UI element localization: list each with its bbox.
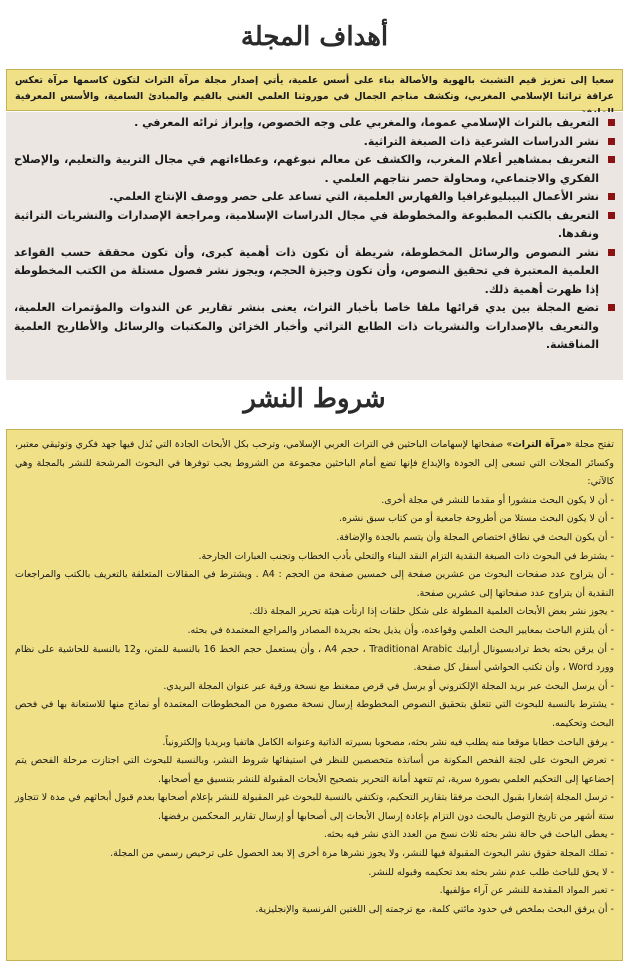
goal-item: تضع المجلة بين يدي قرائها ملفا خاصا بأخبار التراث، يعنى بنشر تقارير عن الندوات والمؤتمرات العلمية، والتعريف بالإصدارات والنشريات ذات الطابع التراثي وأخبار الخزائن والمكتبات والرسائل والأطاريح العلمية المناقشة.: [14, 299, 615, 355]
intro-box: [6, 69, 623, 111]
term-item: - أن لا يكون البحث منشورا أو مقدما للنشر في مجلة أخرى.: [381, 494, 614, 506]
term-item: - يعطى الباحث في حالة نشر بحثه ثلاث نسخ من العدد الذي نشر فيه بحثه.: [323, 829, 614, 841]
terms-box: [6, 429, 623, 961]
term-item: - أن يكون البحث في نطاق اختصاص المجلة وأن يتسم بالجدة والإضافة.: [336, 531, 614, 543]
square-bullet-icon: [608, 193, 615, 200]
square-bullet-icon: [608, 304, 615, 311]
term-item: - أن يلتزم الباحث بمعايير البحث العلمي وقواعده، وأن يذيل بحثه بجريدة المصادر والمراجع المعتمدة في بحثه.: [187, 624, 614, 636]
terms-intro: تفتح مجلة «مرآة التراث» صفحاتها لإسهامات الباحثين في التراث العربي الإسلامي، وترحب بكل الأبحاث الجادة التي بُذل فيها جهد فكري وتوثيقي معتبر، وكسائر المجلات التي تسعى إلى الجودة والإبداع فإنها تضع أمام الباحثين مجموعة من الشروط يجب توفرها في البحوث المرشحة للنشر بالمجلة وهي كالآتي:: [15, 439, 614, 488]
goal-item: التعريف بالكتب المطبوعة والمخطوطة في مجال الدراسات الإسلامية، ومراجعة الإصدارات والنشريات التراثية ونقدها.: [14, 207, 615, 244]
intro-text: سعيا إلى تعزيز قيم التشبث بالهوية والأصالة بناء على أسس علمية، يأتي إصدار مجلة مرآة التراث لتكون كاسمها مرآة تعكس عراقة تراثنا الإسلامي المغربي، وتكشف مناجم الجمال في موروثنا العلمي الغني بالقيم والمبادئ السامية، والأسس المعرفية: [15, 75, 614, 102]
goal-item: نشر الدراسات الشرعية ذات الصبغة التراثية.: [14, 133, 615, 152]
term-item: - ترسل المجلة إشعارا بقبول البحث مرفقا بتقارير التحكيم، وتكتفي بالنسبة للبحوث غير المقبولة للنشر بإعلام أصحابها بعدم قبول أبحاثهم في مدة لا تتجاوز ستة أشهر من تاريخ التوصل بالبحث دون التزام بإعادة إرسال الأبحاث إلى أصحابها أو إرسال تقارير المحكمين برفضها.: [15, 792, 614, 822]
goals-list: [14, 114, 615, 355]
goals-box: [6, 112, 623, 380]
term-item: - يرفق الباحث خطابا موقعا منه يطلب فيه نشر بحثه، مصحوبا بسيرته الذاتية وعنوانه الكامل هاتفيا وبريديا وإلكترونياً.: [162, 736, 614, 748]
square-bullet-icon: [608, 156, 615, 163]
goal-item: نشر النصوص والرسائل المخطوطة، شريطة أن تكون ذات أهمية كبرى، وأن تكون محققة حسب القواعد العلمية المعتبرة في تحقيق النصوص، وأن تكون وجيزة الحجم، ويجوز نشر فصول مستلة من الكتب المخطوطة إذا ظهرت أهمية ذلك.: [14, 244, 615, 300]
terms-title: شروط النشر: [243, 384, 386, 414]
term-item: - يشترط بالنسبة للبحوث التي تتعلق بتحقيق النصوص المخطوطة إرسال نسخة مصورة من المخطوطات المعتمدة أو نماذج منها للاستعانة بها في فحص البحث وتحكيمه.: [15, 699, 614, 729]
term-item: - لا يحق للباحث طلب عدم نشر بحثه بعد تحكيمه وقبوله للنشر.: [368, 866, 614, 878]
term-item: - تعرض البحوث على لجنة الفحص المكونة من أساتذة متخصصين للنظر في استيفائها شروط النشر، وبالنسبة للبحوث التي اجتازت مرحلة الفحص يتم إخضاعها إلى التحكيم العلمي بصورة سرية، ثم تتعهد أمانة التحرير بتصحيح الأبحاث المقبولة للنشر بتنسيق مع أصحابها.: [15, 755, 614, 785]
term-item: - يجوز نشر بعض الأبحاث العلمية المطولة على شكل حلقات إذا ارتأت هيئة تحرير المجلة ذلك.: [249, 606, 614, 618]
term-item: - أن يتراوح عدد صفحات البحوث من عشرين صفحة إلى خمسين صفحة من الحجم : A4 . ويشترط في المقالات المتعلقة بالتعريف بالكتب والمراجعات النقدية أن يتراوح عدد صفحاتها إلى عشرين صفحة.: [15, 569, 614, 599]
goal-item: نشر الأعمال البيبليوغرافيا والفهارس العلمية، التي تساعد على حصر ووصف الإنتاج العلمي.: [14, 188, 615, 207]
term-item: - أن يرفق البحث بملخص في حدود مائتي كلمة، مع ترجمته إلى اللغتين الفرنسية والإنجليزية.: [255, 903, 614, 915]
goal-item: التعريف بمشاهير أعلام المغرب، والكشف عن معالم نبوغهم، وعطاءاتهم في مجال التربية والتعليم، والإصلاح الفكري والاجتماعي، ومحاولة حصر نتاجهم العلمي .: [14, 151, 615, 188]
term-item: - أن لا يكون البحث مستلا من أطروحة جامعية أو من كتاب سبق نشره.: [338, 513, 614, 525]
journal-name: مرآة التراث: [512, 439, 566, 450]
term-item: - تملك المجلة حقوق نشر البحوث المقبولة فيها للنشر، ولا يجوز نشرها مرة أخرى إلا بعد الحصول على ترخيص رسمي من المجلة.: [110, 848, 614, 860]
square-bullet-icon: [608, 138, 615, 145]
term-item: - أن يرقن بحثه بخط ترادبسيونال أرابيك Traditional Arabic ، حجم A4 ، وأن يستعمل حجم الخط 16 بالنسبة للمتن، و12 بالنسبة للحاشية على نظام وورد Word ، وأن تكتب الحواشي أسفل كل صفحة.: [15, 643, 614, 674]
goal-item: التعريف بالتراث الإسلامي عموما، والمغربي على وجه الخصوص، وإبراز ثرائه المعرفي .: [14, 114, 615, 133]
term-item: - تعبر المواد المقدمة للنشر عن آراء مؤلفيها.: [439, 885, 614, 897]
term-item: - أن يرسل البحث عبر بريد المجلة الإلكتروني أو يرسل في قرص ممغنط مع نسخة ورقية عبر عنوان المجلة البريدي.: [163, 680, 614, 692]
square-bullet-icon: [608, 119, 615, 126]
square-bullet-icon: [608, 212, 615, 219]
square-bullet-icon: [608, 249, 615, 256]
goals-title: أهداف المجلة: [240, 22, 389, 52]
term-item: - يشترط في البحوث ذات الصبغة النقدية التزام النقد البناء والتحلي بأدب الخطاب وتجنب العبارات الجارحة.: [198, 550, 614, 562]
